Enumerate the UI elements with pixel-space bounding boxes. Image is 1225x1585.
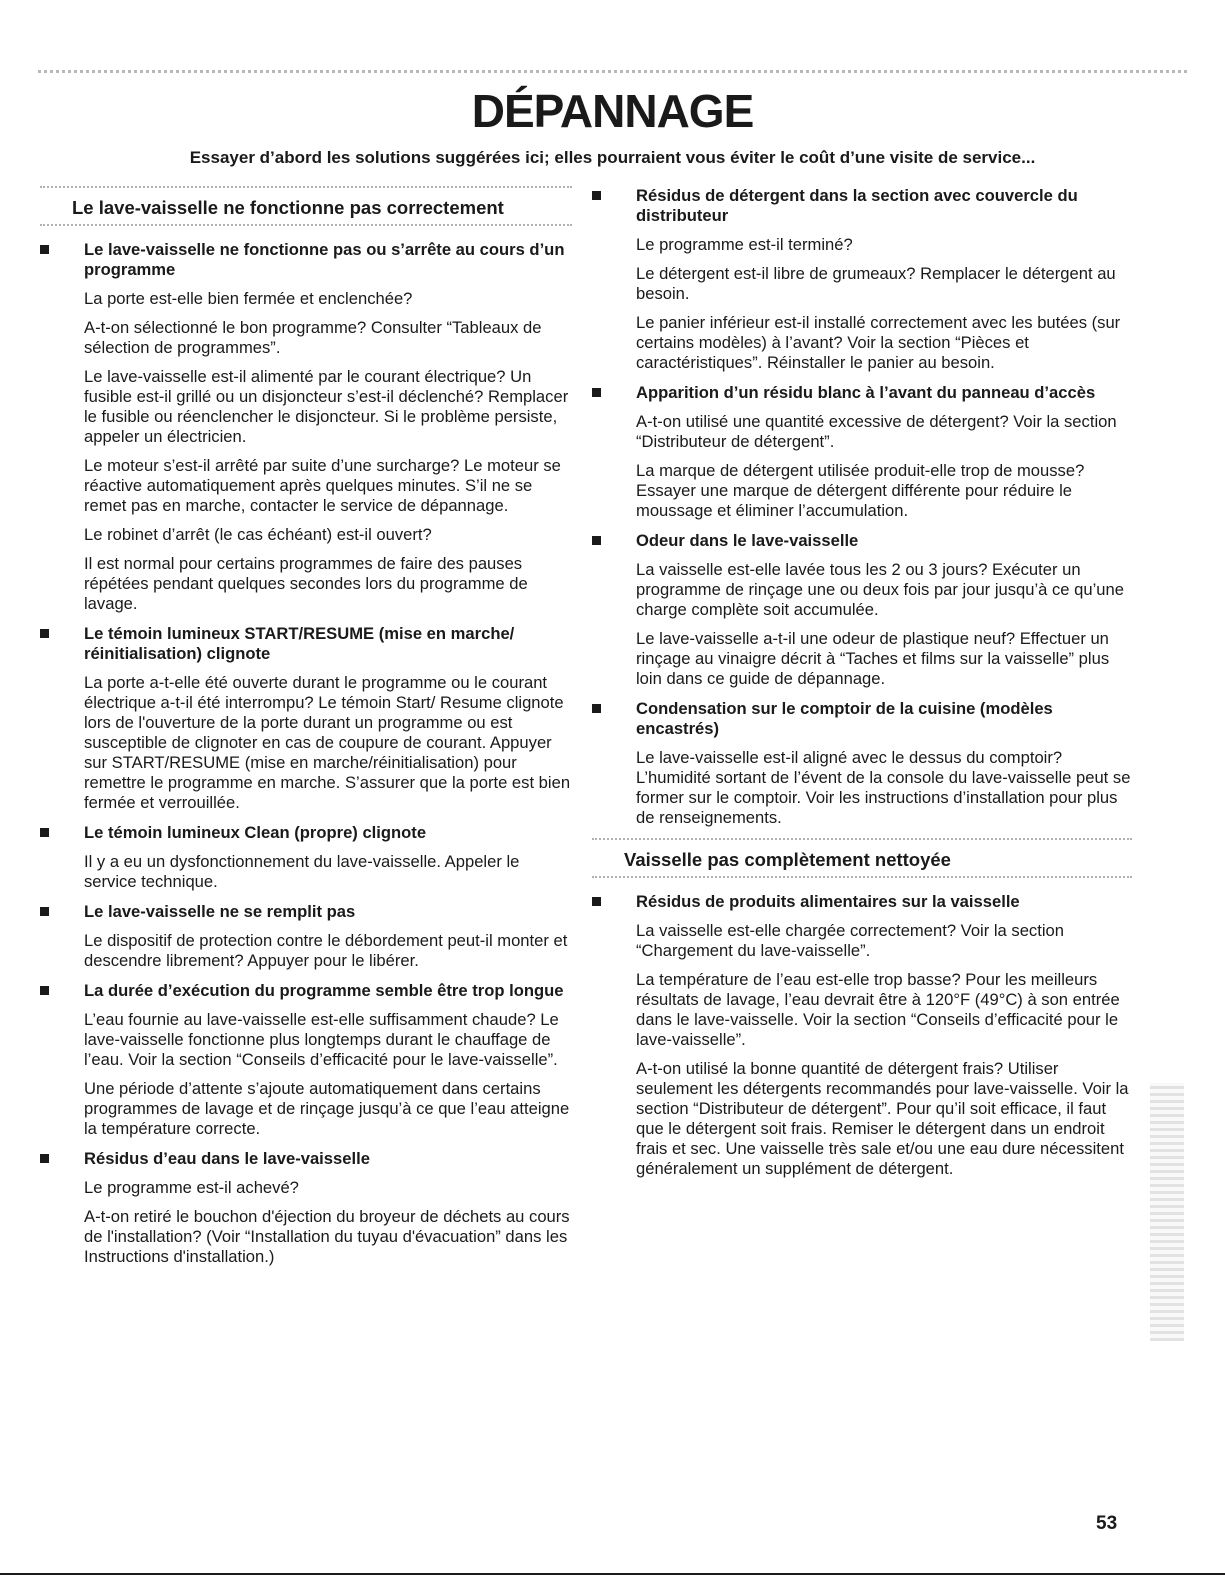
issue-paragraph: Le lave-vaisselle est-il aligné avec le dessus du comptoir? L’humidité sortant de l’évent de la console du lave-vaisselle peut se former sur le comptoir. Voir les instructions d’installation pour plus de renseignements. — [636, 748, 1131, 827]
square-bullet-icon — [592, 388, 601, 397]
left-column — [40, 186, 572, 1277]
issue-heading: Résidus d’eau dans le lave-vaisselle — [84, 1149, 370, 1168]
bottom-rule — [0, 1573, 1225, 1575]
issue-heading: Résidus de produits alimentaires sur la vaisselle — [636, 892, 1020, 911]
issue-heading: Résidus de détergent dans la section avec couvercle du distributeur — [636, 186, 1078, 225]
issue-heading: Le témoin lumineux START/RESUME (mise en marche/ réinitialisation) clignote — [84, 624, 515, 663]
issue-item — [40, 823, 572, 892]
issue-item — [592, 531, 1132, 689]
issue-paragraph: Il y a eu un dysfonctionnement du lave-vaisselle. Appeler le service technique. — [84, 852, 520, 891]
issue-paragraph: Le lave-vaisselle est-il alimenté par le courant électrique? Un fusible est-il grillé ou un disjoncteur s’est-il déclenché? Remplacer le fusible ou réenclencher le disjoncteur. Si le problème persiste, appeler un électricien. — [84, 367, 569, 446]
issue-heading: Le lave-vaisselle ne se remplit pas — [84, 902, 356, 921]
issue-heading: Le témoin lumineux Clean (propre) clignote — [84, 823, 427, 842]
issue-item — [592, 383, 1132, 521]
issue-paragraph: A-t-on utilisé une quantité excessive de détergent? Voir la section “Distributeur de détergent”. — [636, 412, 1117, 451]
square-bullet-icon — [40, 828, 49, 837]
square-bullet-icon — [40, 986, 49, 995]
issue-paragraph: Le robinet d’arrêt (le cas échéant) est-il ouvert? — [84, 525, 432, 544]
issue-item — [40, 1149, 572, 1267]
square-bullet-icon — [592, 536, 601, 545]
section-header — [40, 186, 572, 226]
issue-heading: Condensation sur le comptoir de la cuisine (modèles encastrés) — [636, 699, 1053, 738]
issue-paragraph: Le programme est-il terminé? — [636, 235, 853, 254]
issue-heading: Odeur dans le lave-vaisselle — [636, 531, 859, 550]
square-bullet-icon — [40, 629, 49, 638]
issue-item — [592, 186, 1132, 373]
issue-paragraph: Une période d’attente s’ajoute automatiquement dans certains programmes de lavage et de rinçage jusqu’à ce que l’eau atteigne la température correcte. — [84, 1079, 570, 1138]
issue-paragraph: Le dispositif de protection contre le débordement peut-il monter et descendre librement? Appuyer pour le libérer. — [84, 931, 568, 970]
page-subtitle: Essayer d’abord les solutions suggérées ici; elles pourraient vous éviter le coût d’une visite de service... — [189, 148, 1036, 167]
top-dotted-rule — [38, 70, 1187, 73]
issue-paragraph: Le lave-vaisselle a-t-il une odeur de plastique neuf? Effectuer un rinçage au vinaigre décrit à “Taches et films sur la vaisselle” plus loin dans ce guide de dépannage. — [636, 629, 1110, 688]
square-bullet-icon — [40, 907, 49, 916]
section-header — [592, 838, 1132, 878]
scan-watermark — [1150, 1083, 1184, 1341]
issue-item — [40, 240, 572, 614]
issue-paragraph: La vaisselle est-elle lavée tous les 2 ou 3 jours? Exécuter un programme de rinçage une ou deux fois par jour jusqu’à ce qu’une charge complète soit accumulée. — [636, 560, 1124, 619]
issue-paragraph: La température de l’eau est-elle trop basse? Pour les meilleurs résultats de lavage, l’eau devrait être à 120°F (49°C) à son entrée dans le lave-vaisselle. Voir la section “Conseils d’efficacité pour le lave-vaisselle”. — [636, 970, 1120, 1049]
right-column — [592, 186, 1132, 1189]
square-bullet-icon — [592, 704, 601, 713]
page-number: 53 — [1096, 1513, 1118, 1534]
issue-paragraph: La marque de détergent utilisée produit-elle trop de mousse? Essayer une marque de détergent différente pour réduire le moussage et éliminer l’accumulation. — [636, 461, 1085, 520]
issue-heading: Apparition d’un résidu blanc à l’avant du panneau d’accès — [636, 383, 1096, 402]
issue-paragraph: Le moteur s’est-il arrêté par suite d’une surcharge? Le moteur se réactive automatiquement après quelques minutes. S’il ne se remet pas en marche, contacter le service de dépannage. — [84, 456, 561, 515]
issue-item — [592, 892, 1132, 1179]
issue-paragraph: L’eau fournie au lave-vaisselle est-elle suffisamment chaude? Le lave-vaisselle fonctionne plus longtemps durant le chauffage de l’eau. Voir la section “Conseils d’efficacité pour le lave-vaisselle”. — [84, 1010, 559, 1069]
issue-paragraph: A-t-on retiré le bouchon d'éjection du broyeur de déchets au cours de l'installation? (Voir “Installation du tuyau d'évacuation” dans les Instructions d'installation.) — [84, 1207, 570, 1266]
issue-paragraph: La porte a-t-elle été ouverte durant le programme ou le courant électrique a-t-il été interrompu? Le témoin Start/ Resume clignote lors de l'ouverture de la porte durant un programme ou est susceptible de clignoter en cas de coupure de courant. Appuyer sur START/RESUME (mise en marche/réinitialisation) pour remettre le programme en marche. S’assurer que la porte est bien fermée et verrouillée. — [84, 673, 571, 812]
issue-paragraph: Le panier inférieur est-il installé correctement avec les butées (sur certains modèles) à l’avant? Voir la section “Pièces et caractéristiques”. Réinstaller le panier au besoin. — [636, 313, 1121, 372]
issue-paragraph: A-t-on sélectionné le bon programme? Consulter “Tableaux de sélection de programmes”. — [84, 318, 542, 357]
square-bullet-icon — [592, 897, 601, 906]
square-bullet-icon — [40, 1154, 49, 1163]
issue-item — [40, 981, 572, 1139]
issue-item — [40, 902, 572, 971]
issue-heading: Le lave-vaisselle ne fonctionne pas ou s’arrête au cours d’un programme — [84, 240, 565, 279]
section-title: Le lave-vaisselle ne fonctionne pas correctement — [72, 197, 504, 218]
issue-paragraph: Le détergent est-il libre de grumeaux? Remplacer le détergent au besoin. — [636, 264, 1116, 303]
square-bullet-icon — [592, 191, 601, 200]
issue-paragraph: Le programme est-il achevé? — [84, 1178, 299, 1197]
issue-heading: La durée d’exécution du programme semble être trop longue — [84, 981, 564, 1000]
issue-paragraph: Il est normal pour certains programmes de faire des pauses répétées pendant quelques secondes lors du programme de lavage. — [84, 554, 528, 613]
square-bullet-icon — [40, 245, 49, 254]
page-title: DÉPANNAGE — [471, 85, 754, 137]
issue-item — [592, 699, 1132, 828]
issue-paragraph: La porte est-elle bien fermée et enclenchée? — [84, 289, 413, 308]
issue-item — [40, 624, 572, 813]
section-title: Vaisselle pas complètement nettoyée — [624, 849, 951, 870]
issue-paragraph: La vaisselle est-elle chargée correctement? Voir la section “Chargement du lave-vaisselle”. — [636, 921, 1064, 960]
issue-paragraph: A-t-on utilisé la bonne quantité de détergent frais? Utiliser seulement les détergents recommandés pour lave-vaisselle. Voir la section “Distributeur de détergent”. Pour qu’il soit efficace, il faut que le détergent soit frais. Remiser le détergent dans un endroit frais et sec. Une vaisselle très sale et/ou une eau dure nécessitent généralement un supplément de détergent. — [636, 1059, 1129, 1178]
